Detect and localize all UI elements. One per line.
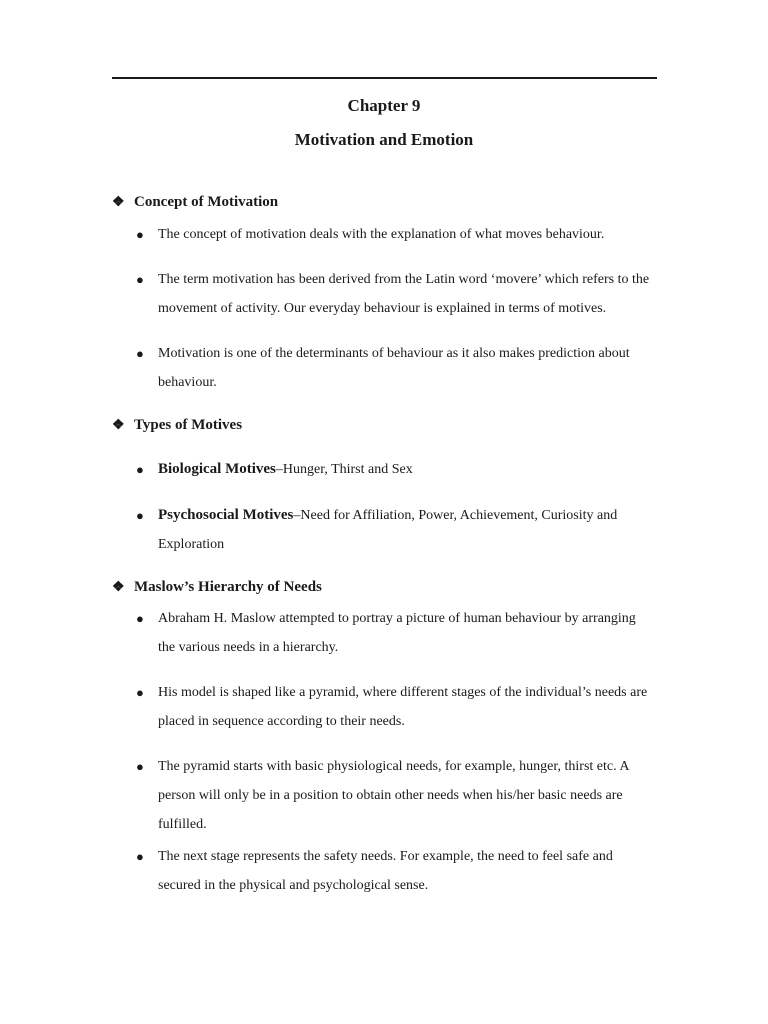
list-item [136,604,656,662]
list-item-text: His model is shaped like a pyramid, where different stages of the individual’s needs are placed in sequence according to their needs. [158,685,648,729]
bullet-icon: ● [136,759,144,774]
chapter-number: Chapter 9 [347,96,421,115]
list-item-text: The next stage represents the safety needs. For example, the need to feel safe and secured in the physical and psychological sense. [158,849,613,893]
list-item [136,220,656,249]
top-rule [112,77,657,79]
list-item [136,678,656,736]
motive-label: Psychosocial Motives [158,507,294,523]
list-item-text: The concept of motivation deals with the explanation of what moves behaviour. [158,227,605,242]
bullet-icon: ● [136,462,144,477]
bullet-icon: ● [136,346,144,361]
list-item [136,842,656,900]
section-heading-types [112,416,242,435]
motive-description: –Need for Affiliation, Power, Achievement, Curiosity and Exploration [158,508,618,552]
list-item-text: Motivation is one of the determinants of behaviour as it also makes prediction about behaviour. [158,346,630,390]
section-heading-text: Maslow’s Hierarchy of Needs [134,579,322,595]
diamond-bullet-icon: ❖ [112,195,125,210]
list-item-text: The term motivation has been derived from the Latin word ‘movere’ which refers to the movement of activity. Our everyday behaviour is explained in terms of motives. [158,272,650,316]
list-item [136,752,656,839]
diamond-bullet-icon: ❖ [112,418,125,433]
list-item-text: Abraham H. Maslow attempted to portray a picture of human behaviour by arranging the various needs in a hierarchy. [158,611,636,655]
bullet-icon: ● [136,611,144,626]
bullet-icon: ● [136,685,144,700]
bullet-icon: ● [136,227,144,242]
list-item [136,455,656,484]
list-item-text: The pyramid starts with basic physiological needs, for example, hunger, thirst etc. A person will only be in a position to obtain other needs when his/her basic needs are fulfilled. [158,759,629,832]
section-heading-maslow [112,578,322,597]
list-item [136,501,656,559]
motive-label: Biological Motives [158,461,276,477]
diamond-bullet-icon: ❖ [112,580,125,595]
list-item [136,339,656,397]
list-item [136,265,656,323]
section-heading-concept [112,193,278,212]
section-heading-text: Concept of Motivation [134,194,279,210]
section-heading-text: Types of Motives [134,417,243,433]
bullet-icon: ● [136,508,144,523]
chapter-title: Motivation and Emotion [294,130,474,149]
motive-description: –Hunger, Thirst and Sex [275,462,413,477]
bullet-icon: ● [136,272,144,287]
bullet-icon: ● [136,849,144,864]
